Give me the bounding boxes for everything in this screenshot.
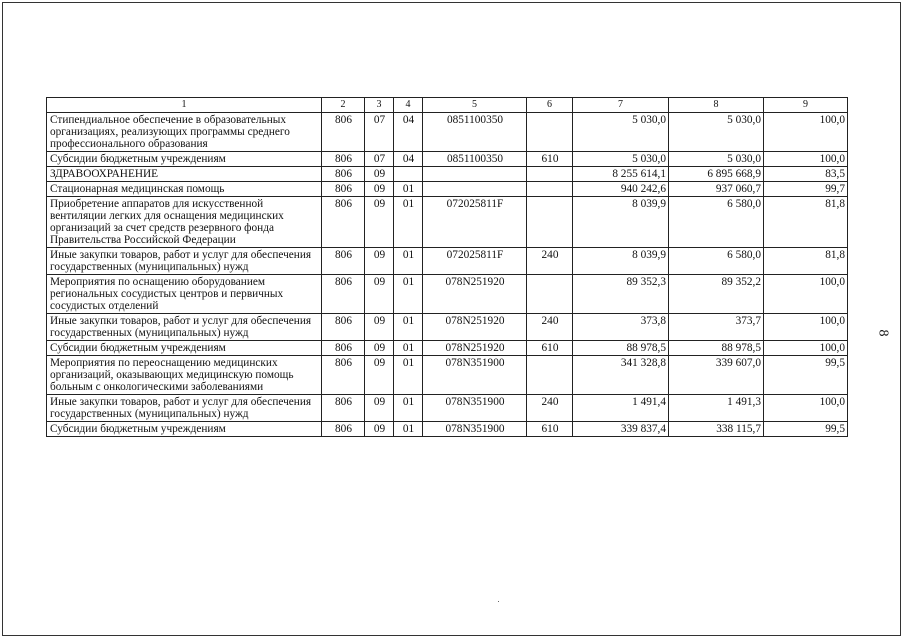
section-cell: 09	[365, 314, 394, 341]
target-article-cell: 078N251920	[423, 341, 527, 356]
section-cell: 09	[365, 248, 394, 275]
planned-amount-cell: 5 030,0	[573, 152, 669, 167]
target-article-cell: 078N351900	[423, 356, 527, 395]
executed-amount-cell: 6 580,0	[669, 248, 764, 275]
planned-amount-cell: 373,8	[573, 314, 669, 341]
section-cell: 07	[365, 152, 394, 167]
ministry-code-cell: 806	[322, 152, 365, 167]
executed-amount-cell: 5 030,0	[669, 113, 764, 152]
section-cell: 07	[365, 113, 394, 152]
table-row	[47, 275, 848, 314]
table-row	[47, 422, 848, 437]
table-body	[47, 113, 848, 437]
expense-name-cell: Стипендиальное обеспечение в образовательных организациях, реализующих программы среднего профессионального образования	[47, 113, 322, 152]
percent-cell: 100,0	[764, 341, 848, 356]
expense-type-cell: 610	[527, 341, 573, 356]
subsection-cell: 01	[394, 314, 423, 341]
table-row	[47, 395, 848, 422]
executed-amount-cell: 338 115,7	[669, 422, 764, 437]
expense-type-cell	[527, 113, 573, 152]
expense-type-cell	[527, 197, 573, 248]
ministry-code-cell: 806	[322, 167, 365, 182]
target-article-cell	[423, 182, 527, 197]
expense-name-cell: Субсидии бюджетным учреждениям	[47, 422, 322, 437]
header-cell: 4	[394, 98, 423, 113]
planned-amount-cell: 339 837,4	[573, 422, 669, 437]
percent-cell: 81,8	[764, 197, 848, 248]
ministry-code-cell: 806	[322, 248, 365, 275]
ministry-code-cell: 806	[322, 314, 365, 341]
ministry-code-cell: 806	[322, 182, 365, 197]
expense-type-cell: 240	[527, 395, 573, 422]
subsection-cell: 01	[394, 356, 423, 395]
expense-type-cell	[527, 356, 573, 395]
expense-name-cell: Иные закупки товаров, работ и услуг для обеспечения государственных (муниципальных) нужд	[47, 395, 322, 422]
table-row	[47, 314, 848, 341]
section-cell: 09	[365, 275, 394, 314]
subsection-cell	[394, 167, 423, 182]
table-row	[47, 341, 848, 356]
subsection-cell: 04	[394, 113, 423, 152]
subsection-cell: 01	[394, 275, 423, 314]
expense-name-cell: Субсидии бюджетным учреждениям	[47, 341, 322, 356]
expense-type-cell	[527, 182, 573, 197]
header-cell: 2	[322, 98, 365, 113]
expense-type-cell	[527, 275, 573, 314]
expense-name-cell: Мероприятия по переоснащению медицинских организаций, оказывающих медицинскую помощь больным с онкологическими заболеваниями	[47, 356, 322, 395]
section-cell: 09	[365, 395, 394, 422]
planned-amount-cell: 89 352,3	[573, 275, 669, 314]
target-article-cell: 072025811F	[423, 197, 527, 248]
target-article-cell: 078N351900	[423, 422, 527, 437]
target-article-cell: 0851100350	[423, 152, 527, 167]
planned-amount-cell: 940 242,6	[573, 182, 669, 197]
expense-type-cell: 610	[527, 152, 573, 167]
section-cell: 09	[365, 197, 394, 248]
table-row	[47, 167, 848, 182]
table-row	[47, 113, 848, 152]
subsection-cell: 01	[394, 422, 423, 437]
section-cell: 09	[365, 341, 394, 356]
ministry-code-cell: 806	[322, 275, 365, 314]
subsection-cell: 01	[394, 197, 423, 248]
section-cell: 09	[365, 182, 394, 197]
header-cell: 8	[669, 98, 764, 113]
header-cell: 1	[47, 98, 322, 113]
percent-cell: 100,0	[764, 152, 848, 167]
executed-amount-cell: 6 580,0	[669, 197, 764, 248]
percent-cell: 99,5	[764, 356, 848, 395]
planned-amount-cell: 341 328,8	[573, 356, 669, 395]
header-cell: 6	[527, 98, 573, 113]
table-row	[47, 248, 848, 275]
executed-amount-cell: 5 030,0	[669, 152, 764, 167]
subsection-cell: 01	[394, 182, 423, 197]
header-cell: 9	[764, 98, 848, 113]
executed-amount-cell: 339 607,0	[669, 356, 764, 395]
percent-cell: 99,7	[764, 182, 848, 197]
executed-amount-cell: 937 060,7	[669, 182, 764, 197]
percent-cell: 100,0	[764, 395, 848, 422]
expense-name-cell: ЗДРАВООХРАНЕНИЕ	[47, 167, 322, 182]
ministry-code-cell: 806	[322, 197, 365, 248]
page-number: 8	[875, 329, 891, 337]
target-article-cell: 078N251920	[423, 314, 527, 341]
header-cell: 3	[365, 98, 394, 113]
expense-type-cell: 240	[527, 248, 573, 275]
section-cell: 09	[365, 422, 394, 437]
expense-type-cell: 610	[527, 422, 573, 437]
executed-amount-cell: 88 978,5	[669, 341, 764, 356]
table-row	[47, 182, 848, 197]
percent-cell: 100,0	[764, 314, 848, 341]
scan-speck	[498, 601, 499, 602]
expense-name-cell: Субсидии бюджетным учреждениям	[47, 152, 322, 167]
expense-name-cell: Стационарная медицинская помощь	[47, 182, 322, 197]
target-article-cell: 072025811F	[423, 248, 527, 275]
target-article-cell: 078N351900	[423, 395, 527, 422]
ministry-code-cell: 806	[322, 113, 365, 152]
header-cell: 7	[573, 98, 669, 113]
ministry-code-cell: 806	[322, 422, 365, 437]
ministry-code-cell: 806	[322, 356, 365, 395]
subsection-cell: 01	[394, 248, 423, 275]
ministry-code-cell: 806	[322, 341, 365, 356]
section-cell: 09	[365, 167, 394, 182]
planned-amount-cell: 1 491,4	[573, 395, 669, 422]
header-row	[47, 98, 848, 113]
percent-cell: 81,8	[764, 248, 848, 275]
subsection-cell: 01	[394, 341, 423, 356]
percent-cell: 100,0	[764, 275, 848, 314]
budget-table	[46, 97, 848, 437]
subsection-cell: 01	[394, 395, 423, 422]
target-article-cell: 078N251920	[423, 275, 527, 314]
target-article-cell	[423, 167, 527, 182]
planned-amount-cell: 8 255 614,1	[573, 167, 669, 182]
section-cell: 09	[365, 356, 394, 395]
expense-name-cell: Иные закупки товаров, работ и услуг для обеспечения государственных (муниципальных) нужд	[47, 248, 322, 275]
expense-name-cell: Мероприятия по оснащению оборудованием региональных сосудистых центров и первичных сосудистых отделений	[47, 275, 322, 314]
planned-amount-cell: 8 039,9	[573, 197, 669, 248]
header-cell: 5	[423, 98, 527, 113]
table-row	[47, 197, 848, 248]
planned-amount-cell: 88 978,5	[573, 341, 669, 356]
expense-type-cell: 240	[527, 314, 573, 341]
executed-amount-cell: 1 491,3	[669, 395, 764, 422]
table-row	[47, 152, 848, 167]
expense-name-cell: Иные закупки товаров, работ и услуг для обеспечения государственных (муниципальных) нужд	[47, 314, 322, 341]
ministry-code-cell: 806	[322, 395, 365, 422]
expense-type-cell	[527, 167, 573, 182]
target-article-cell: 0851100350	[423, 113, 527, 152]
planned-amount-cell: 5 030,0	[573, 113, 669, 152]
percent-cell: 99,5	[764, 422, 848, 437]
table-row	[47, 356, 848, 395]
planned-amount-cell: 8 039,9	[573, 248, 669, 275]
executed-amount-cell: 6 895 668,9	[669, 167, 764, 182]
expense-name-cell: Приобретение аппаратов для искусственной вентиляции легких для оснащения медицинских организаций за счет средств резервного фонда Правительства Российской Федерации	[47, 197, 322, 248]
executed-amount-cell: 89 352,2	[669, 275, 764, 314]
percent-cell: 100,0	[764, 113, 848, 152]
subsection-cell: 04	[394, 152, 423, 167]
executed-amount-cell: 373,7	[669, 314, 764, 341]
percent-cell: 83,5	[764, 167, 848, 182]
